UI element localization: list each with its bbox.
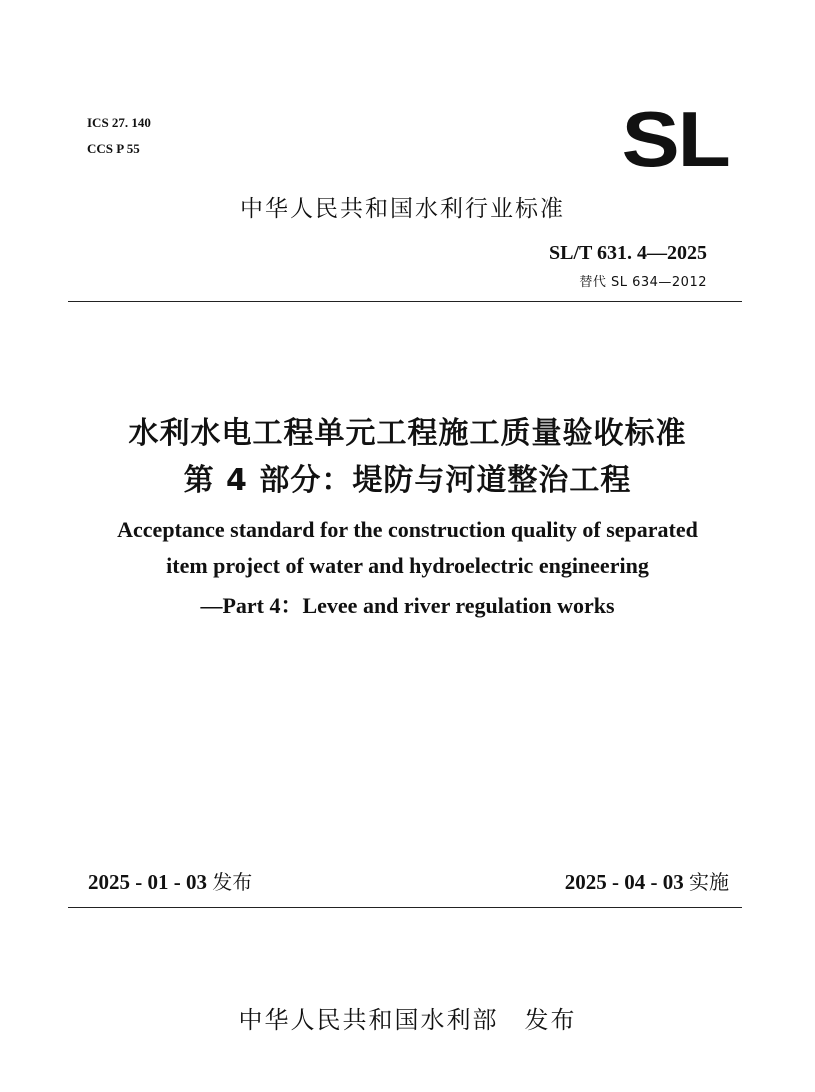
implement-date: 2025 - 04 - 03 [564, 870, 684, 894]
title-zh-line2: 第 4 部分：堤防与河道整治工程 [183, 463, 632, 498]
title-en-line2: item project of water and hydroelectric engineering [166, 553, 649, 578]
title-zh-line1: 水利水电工程单元工程施工质量验收标准 [128, 416, 687, 451]
issue-date-block [88, 866, 252, 895]
industry-standard-heading [0, 190, 815, 223]
bottom-divider [68, 907, 742, 908]
top-divider [68, 301, 742, 302]
title-en-line3: —Part 4：Levee and river regulation works [200, 593, 615, 618]
issue-label: 发布 [212, 870, 253, 894]
publisher: 中华人民共和国水利部 发布 [238, 1006, 577, 1034]
implement-label: 实施 [689, 870, 729, 894]
sl-logo: SL [621, 95, 729, 183]
classification-codes [87, 110, 151, 162]
title-en-line1: Acceptance standard for the construction quality of separated [117, 517, 698, 542]
ccs-code: CCS P 55 [87, 141, 140, 156]
implement-date-block [565, 866, 729, 895]
industry-standard-text: 中华人民共和国水利行业标准 [240, 196, 565, 222]
replaces-note: 替代 SL 634—2012 [579, 275, 707, 290]
ics-code: ICS 27. 140 [87, 115, 151, 130]
standard-number: SL/T 631. 4—2025 [549, 242, 707, 264]
issue-date: 2025 - 01 - 03 [88, 870, 207, 894]
